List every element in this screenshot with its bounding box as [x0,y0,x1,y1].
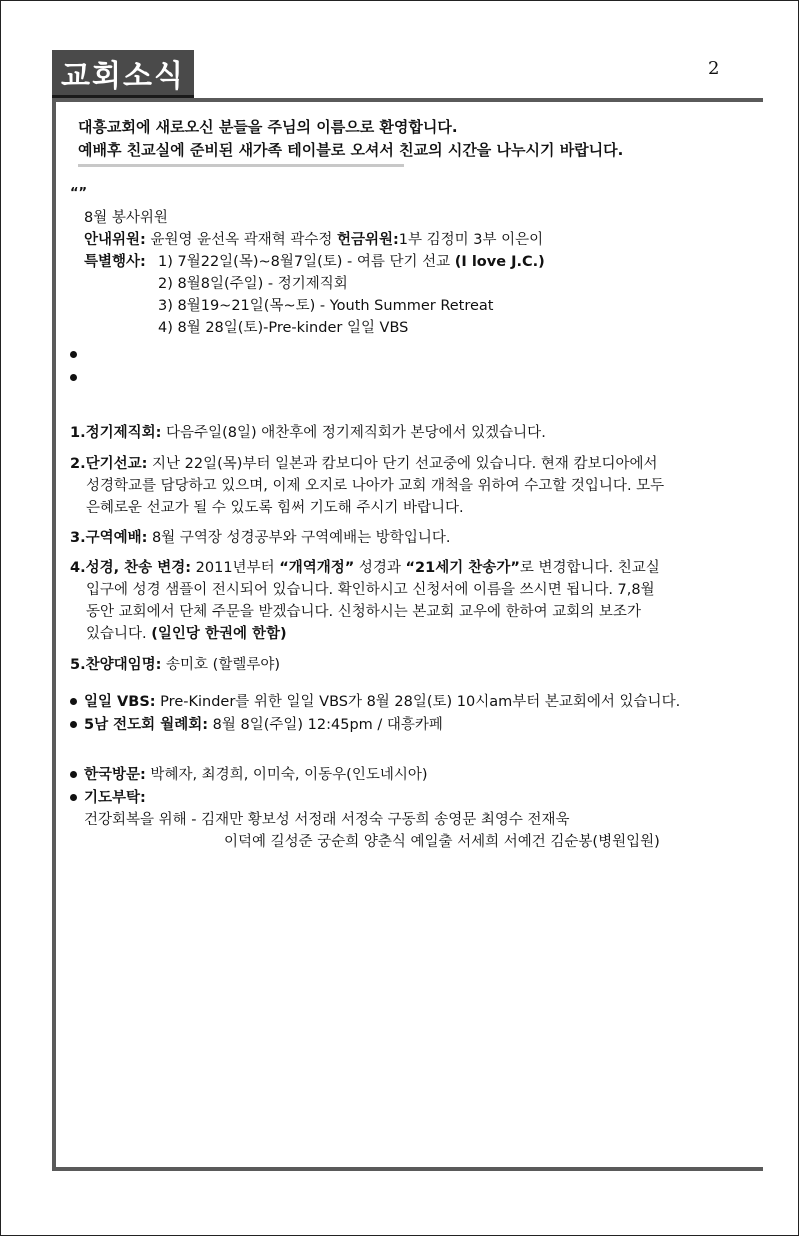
announcement-mission-label: 5남 전도회 월례회: [84,717,209,733]
welcome-line-2: 예배후 친교실에 준비된 새가족 테이블로 오셔서 친교의 시간을 나누시기 바랍니다. [78,141,624,159]
news-item-4-label: 4.성경, 찬송 변경: [70,560,192,576]
offering-label: 헌금위원: [336,232,399,248]
news-item-1 [70,421,546,442]
news-item-4-post: 로 변경합니다. 친교실 [519,560,660,576]
volunteers-heading: 8월 봉사위원 [84,210,168,226]
bullet-mission [70,721,77,728]
news-item-4-line-3: 동안 교회에서 단체 주문을 받겠습니다. 신청하시는 본교회 교우에 한하여 교회의 보조가 [86,604,641,620]
page-number: 2 [708,58,720,79]
welcome-line-1: 대흥교회에 새로오신 분들을 주님의 이름으로 환영합니다. [78,118,458,136]
news-item-4-bold-2: “21세기 찬송가” [405,560,520,576]
empty-bullet-1 [70,351,77,358]
offering-names: 1부 김정미 3부 이은이 [398,232,544,248]
news-item-4-line-4-bold: (일인당 한권에 한함) [151,626,287,642]
news-item-2-line-3: 은혜로운 선교가 될 수 있도록 힘써 기도해 주시기 바랍니다. [86,500,464,516]
announcement-vbs-text: Pre-Kinder를 위한 일일 VBS가 8월 28일(토) 10시am부터 본교회에서 있습니다. [155,694,681,710]
news-item-4 [70,556,660,577]
news-item-4-mid: 성경과 [354,560,406,576]
bullet-vbs [70,698,77,705]
news-item-1-text: 다음주일(8일) 애찬후에 정기제직회가 본당에서 있겠습니다. [161,425,546,441]
news-item-2-label: 2.단기선교: [70,456,148,472]
announcement-mission [84,713,443,734]
news-item-4-line-4 [86,622,287,643]
announcement-prayer-label: 기도부탁: [84,790,146,806]
news-item-4-line-4-pre: 있습니다. [86,626,152,642]
event-item-3: 3) 8월19~21일(목~토) - Youth Summer Retreat [158,298,494,314]
news-item-2 [70,452,658,473]
news-item-3 [70,526,450,547]
prayer-line-2: 이덕예 길성준 궁순희 양춘식 예일출 서세희 서예건 김순봉(병원입원) [224,834,660,850]
event-item-1-bold: (I love J.C.) [454,254,545,270]
announcement-mission-text: 8월 8일(주일) 12:45pm / 대흥카페 [208,717,443,733]
news-item-5-label: 5.찬양대임명: [70,657,162,673]
welcome-message [78,116,623,162]
announcement-visit-text: 박혜자, 최경희, 이미숙, 이동우(인도네시아) [145,767,428,783]
event-item-1 [158,250,545,271]
news-item-5-text: 송미호 (할렐루야) [161,657,281,673]
announcement-prayer [84,786,146,807]
news-item-2-line-1: 지난 22일(목)부터 일본과 캄보디아 단기 선교중에 있습니다. 현재 캄보디아에서 [147,456,658,472]
announcement-vbs [84,690,680,711]
section-title: 교회소식 [52,50,194,98]
usher-line [84,228,543,249]
news-item-3-text: 8월 구역장 성경공부와 구역예배는 방학입니다. [147,530,451,546]
event-item-1-text: 1) 7월22일(목)~8월7일(토) - 여름 단기 선교 [158,254,455,270]
empty-bullet-2 [70,374,77,381]
news-item-3-label: 3.구역예배: [70,530,148,546]
usher-label: 안내위원: [84,232,146,248]
event-item-2: 2) 8월8일(주일) - 정기제직회 [158,276,348,292]
event-item-4: 4) 8월 28일(토)-Pre-kinder 일일 VBS [158,320,409,336]
news-item-5 [70,653,280,674]
events-label-text: 특별행사: [84,254,146,270]
announcement-visit [84,763,428,784]
news-item-4-bold-1: “개역개정” [279,560,355,576]
welcome-divider [78,164,404,167]
bullet-prayer [70,794,77,801]
news-item-1-label: 1.정기제직회: [70,425,162,441]
prayer-line-1: 건강회복을 위해 - 김재만 황보성 서정래 서정숙 구동희 송영문 최영수 전재욱 [84,812,570,828]
announcement-visit-label: 한국방문: [84,767,146,783]
news-item-4-pre: 2011년부터 [191,560,280,576]
news-item-4-line-2: 입구에 성경 샘플이 전시되어 있습니다. 확인하시고 신청서에 이름을 쓰시면 됩니다. 7,8월 [86,582,655,598]
bullet-visit [70,771,77,778]
usher-names: 윤원영 윤선옥 곽재혁 곽수정 [150,232,333,248]
events-label [84,250,146,271]
announcement-vbs-label: 일일 VBS: [84,694,156,710]
quote-mark: “” [70,186,88,201]
news-item-2-line-2: 성경학교를 담당하고 있으며, 이제 오지로 나아가 교회 개척을 위하여 수고할 것입니다. 모두 [86,478,665,494]
